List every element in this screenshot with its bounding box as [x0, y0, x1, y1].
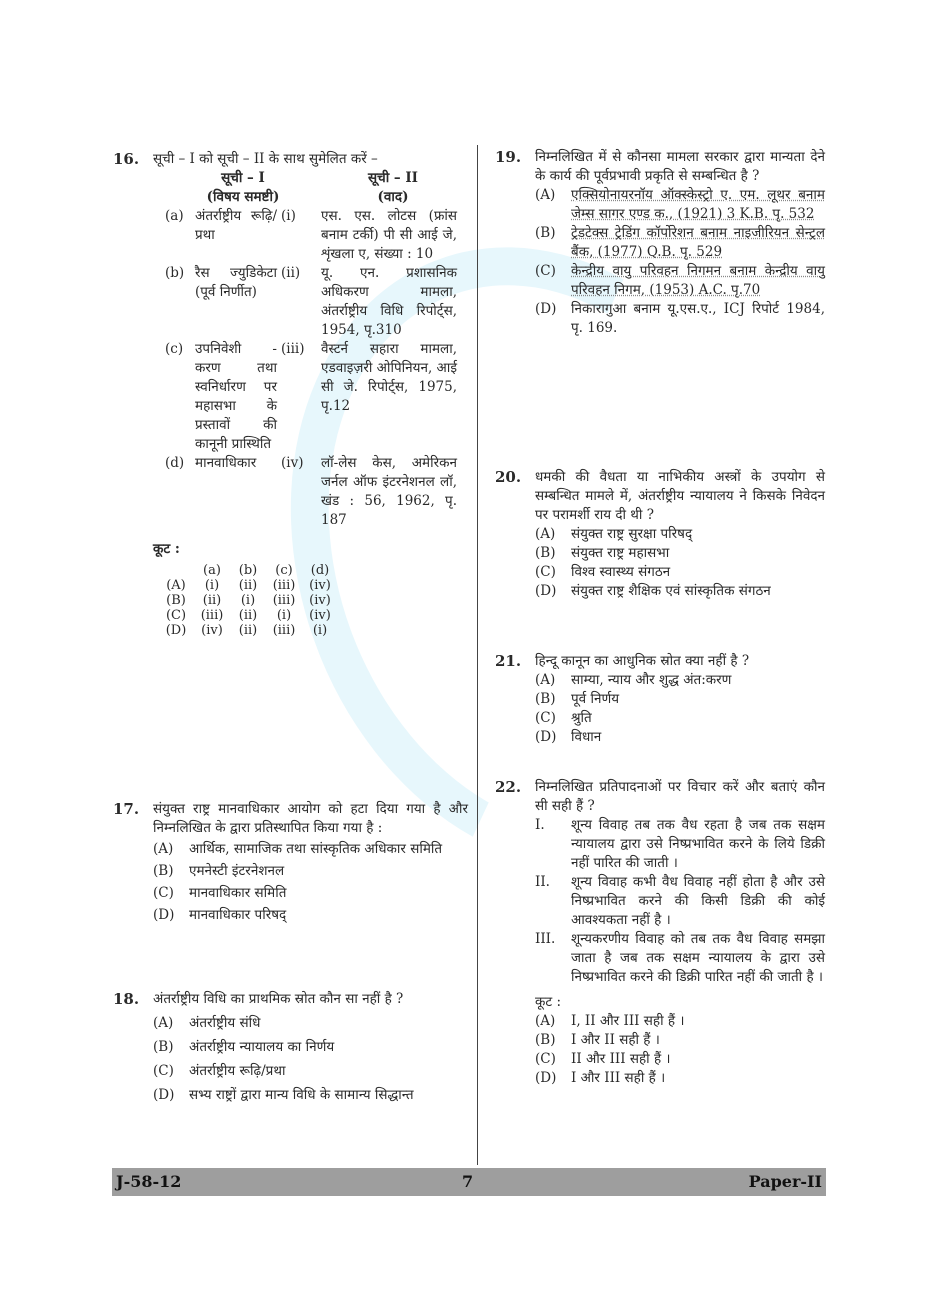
option-text: ट्रेडटेक्स ट्रेडिंग कॉर्पोरेशन बनाम नाइजीरियन सेन्ट्रल बैंक, (1977) Q.B. पृ. 529 [571, 225, 825, 260]
option-label: (D) [535, 583, 557, 599]
option-text: अंतर्राष्ट्रीय रूढ़ि/प्रथा [189, 1063, 286, 1079]
question-number: 21. [495, 652, 522, 670]
option-c[interactable] [535, 709, 825, 728]
option-text: मानवाधिकार समिति [189, 885, 287, 901]
option-a[interactable] [535, 671, 825, 690]
option-label: (A) [153, 841, 174, 857]
option-label: (D) [535, 301, 557, 317]
option-d[interactable] [535, 1069, 825, 1088]
option-text: एक्सियोनायरनॉय ऑक्स्केस्ट्रो ए. एम. लूथर बनाम जेम्स सागर एण्ड क., (1921) 3 K.B. पृ. 532 [571, 187, 825, 222]
option-a[interactable] [535, 186, 825, 224]
option-c[interactable] [535, 563, 825, 582]
question-19 [495, 148, 825, 338]
option-d[interactable] [535, 582, 825, 601]
option-b[interactable] [535, 690, 825, 709]
option-text: I और III सही हैं । [571, 1070, 666, 1086]
list1-item: उपनिवेशी - करण तथा स्वनिर्धारण पर महासभा के प्रस्तावों की कानूनी प्रास्थिति [195, 341, 277, 452]
key-cell: (c) [275, 563, 293, 578]
list2-label: (iv) [281, 455, 304, 471]
option-label: (B) [153, 863, 174, 879]
question-text: हिन्दू कानून का आधुनिक स्रोत क्या नहीं है ? [535, 653, 750, 669]
statement-label: II. [535, 874, 550, 890]
question-number: 22. [495, 778, 522, 796]
option-label: (D) [535, 729, 557, 745]
key-option: (C) [165, 608, 187, 623]
key-cell: (ii) [238, 623, 258, 638]
option-label: (A) [535, 187, 556, 203]
question-number: 20. [495, 468, 522, 486]
question-number: 16. [113, 150, 140, 168]
option-label: (B) [535, 225, 556, 241]
option-label: (A) [153, 1015, 174, 1031]
option-label: (A) [535, 672, 556, 688]
list2-item: एस. एस. लोटस (फ्रांस बनाम टर्की) पी सी आई जे, शृंखला ए, संख्या : 10 [321, 208, 457, 262]
key-label: कूट : [535, 994, 562, 1010]
question-text: धमकी की वैधता या नाभिकीय अस्त्रों के उपयोग से सम्बन्धित मामले में, अंतर्राष्ट्रीय न्यायालय ने किसके निवेदन पर परामर्शी राय दी थी ? [535, 469, 825, 523]
option-b[interactable] [153, 860, 468, 882]
option-c[interactable] [153, 1059, 468, 1083]
key-cell: (b) [238, 563, 258, 578]
question-text: निम्नलिखित में से कौनसा मामला सरकार द्वारा मान्यता देने के कार्य की पूर्वप्रभावी प्रकृति से सम्बन्धित है ? [535, 149, 825, 184]
option-text: अंतर्राष्ट्रीय न्यायालय का निर्णय [189, 1039, 335, 1055]
option-text: श्रुति [571, 710, 592, 726]
key-cell: (iv) [201, 623, 223, 638]
list2-subtitle: (वाद) [377, 189, 409, 205]
question-text: सूची – I को सूची – II के साथ सुमेलित करें – [153, 151, 378, 167]
question-text: अंतर्राष्ट्रीय विधि का प्राथमिक स्रोत कौन सा नहीं है ? [153, 991, 404, 1007]
list1-label: (c) [165, 341, 184, 357]
list2-item: यू. एन. प्रशासनिक अधिकरण मामला, अंतर्राष्ट्रीय विधि रिपोर्ट्स, 1954, पृ.310 [321, 265, 457, 338]
option-label: (C) [535, 564, 556, 580]
option-text: विधान [571, 729, 602, 745]
option-b[interactable] [535, 1031, 825, 1050]
key-cell: (i) [312, 623, 328, 638]
question-21 [495, 652, 825, 747]
option-label: (A) [535, 1013, 556, 1029]
option-text: संयुक्त राष्ट्र सुरक्षा परिषद् [571, 526, 693, 542]
option-d[interactable] [535, 728, 825, 747]
option-text: संयुक्त राष्ट्र शैक्षिक एवं सांस्कृतिक संगठन [571, 583, 771, 599]
option-text: संयुक्त राष्ट्र महासभा [571, 545, 670, 561]
option-label: (B) [535, 691, 556, 707]
statement-text: शून्य विवाह तब तक वैध रहता है जब तक सक्षम न्यायालय द्वारा उसे निष्प्रभावित करने के लिये डिक्री नहीं पारित की जाती । [571, 817, 825, 871]
question-20 [495, 468, 825, 601]
key-cell: (i) [204, 578, 220, 593]
key-row [161, 608, 341, 623]
option-text: अंतर्राष्ट्रीय संधि [189, 1015, 261, 1031]
option-c[interactable] [153, 882, 468, 904]
option-d[interactable] [153, 904, 468, 926]
key-row [161, 623, 341, 638]
option-label: (A) [535, 526, 556, 542]
option-d[interactable] [535, 300, 825, 338]
paper-code: J-58-12 [116, 1172, 182, 1191]
page-number: 7 [462, 1172, 474, 1191]
option-label: (D) [535, 1070, 557, 1086]
key-cell: (i) [276, 608, 292, 623]
question-number: 18. [113, 990, 140, 1008]
option-label: (C) [535, 710, 556, 726]
option-d[interactable] [153, 1083, 468, 1107]
list1-label: (d) [165, 455, 185, 471]
key-cell: (iv) [309, 578, 331, 593]
key-cell: (ii) [238, 578, 258, 593]
statement-1 [535, 816, 825, 873]
option-label: (C) [153, 1063, 174, 1079]
list2-item: लॉ-लेस केस, अमेरिकन जर्नल ऑफ इंटरनेशनल लॉ, खंड : 56, 1962, पृ. 187 [321, 455, 457, 528]
option-label: (B) [535, 1032, 556, 1048]
list1-item: रैस ज्युडिकेटा (पूर्व निर्णीत) [195, 265, 277, 300]
key-cell: (iii) [272, 593, 296, 608]
question-16 [113, 150, 468, 638]
option-a[interactable] [535, 525, 825, 544]
option-label: (D) [153, 907, 175, 923]
option-text: सभ्य राष्ट्रों द्वारा मान्य विधि के सामान्य सिद्धान्त [189, 1087, 414, 1103]
option-label: (C) [535, 1051, 556, 1067]
key-option: (D) [165, 623, 187, 638]
paper-name: Paper-II [748, 1172, 822, 1191]
option-b[interactable] [535, 544, 825, 563]
list1-title: सूची – I [221, 170, 265, 186]
option-label: (C) [535, 263, 556, 279]
option-text: II और III सही हैं । [571, 1051, 671, 1067]
key-cell [161, 563, 197, 578]
key-cell: (iv) [309, 593, 331, 608]
list2-label: (i) [281, 208, 296, 224]
list2-label: (iii) [281, 341, 305, 357]
key-cell: (ii) [238, 608, 258, 623]
statement-2 [535, 873, 825, 930]
option-c[interactable] [535, 262, 825, 300]
column-divider [477, 145, 478, 1165]
question-18 [113, 990, 468, 1107]
option-a[interactable] [153, 838, 468, 860]
option-a[interactable] [535, 1012, 825, 1031]
key-row [161, 593, 341, 608]
key-option: (A) [166, 578, 186, 593]
option-text: निकारागुआ बनाम यू.एस.ए., ICJ रिपोर्ट 1984, पृ. 169. [571, 301, 825, 336]
list1-item: मानवाधिकार [195, 455, 257, 471]
option-text: I और II सही हैं । [571, 1032, 660, 1048]
option-text: विश्व स्वास्थ्य संगठन [571, 564, 671, 580]
option-text: पूर्व निर्णय [571, 691, 620, 707]
option-label: (D) [153, 1087, 175, 1103]
key-cell: (iii) [200, 608, 224, 623]
list-headers [168, 169, 468, 207]
list2-item: वैस्टर्न सहारा मामला, एडवाइज़री ओपिनियन, आई सी जे. रिपोर्ट्स, 1975, पृ.12 [321, 341, 457, 414]
statement-text: शून्य विवाह कभी वैध विवाह नहीं होता है और उसे निष्प्रभावित करने की किसी डिक्री की कोई आवश्यकता नहीं है । [571, 874, 825, 928]
list1-label: (a) [165, 208, 184, 224]
answer-key [161, 563, 468, 638]
question-number: 17. [113, 800, 140, 818]
list2-label: (ii) [281, 265, 301, 281]
statement-label: III. [535, 931, 556, 947]
list1-item: अंतर्राष्ट्रीय रूढ़ि/प्रथा [195, 208, 277, 243]
key-header-row [161, 563, 341, 578]
option-label: (C) [153, 885, 174, 901]
key-cell: (i) [240, 593, 256, 608]
option-c[interactable] [535, 1050, 825, 1069]
match-table [165, 207, 468, 530]
question-text: निम्नलिखित प्रतिपादनाओं पर विचार करें और बताएं कौन सी सही हैं ? [535, 779, 825, 814]
option-text: आर्थिक, सामाजिक तथा सांस्कृतिक अधिकार समिति [189, 841, 443, 857]
option-text: साम्या, न्याय और शुद्ध अंत:करण [571, 672, 732, 688]
question-number: 19. [495, 148, 522, 166]
key-cell: (ii) [202, 593, 222, 608]
list2-title: सूची – II [368, 170, 418, 186]
key-option: (B) [166, 593, 186, 608]
key-cell: (d) [310, 563, 330, 578]
list1-label: (b) [165, 265, 185, 281]
key-cell: (a) [203, 563, 221, 578]
statement-3 [535, 930, 825, 987]
option-label: (B) [153, 1039, 174, 1055]
key-row [161, 578, 341, 593]
question-text: संयुक्त राष्ट्र मानवाधिकार आयोग को हटा दिया गया है और निम्नलिखित के द्वारा प्रतिस्थापित किया गया है : [153, 801, 468, 836]
key-cell: (iii) [272, 578, 296, 593]
option-text: मानवाधिकार परिषद् [189, 907, 287, 923]
question-22 [495, 778, 825, 1088]
option-label: (B) [535, 545, 556, 561]
key-label: कूट : [153, 541, 180, 557]
option-text: केन्द्रीय वायु परिवहन निगमन बनाम केन्द्रीय वायु परिवहन निगम, (1953) A.C. पृ.70 [571, 263, 825, 298]
option-text: एमनेस्टी इंटरनेशनल [189, 863, 285, 879]
option-b[interactable] [535, 224, 825, 262]
list1-subtitle: (विषय समष्टी) [206, 189, 280, 205]
key-cell: (iii) [272, 623, 296, 638]
page-footer [112, 1168, 826, 1196]
statement-text: शून्यकरणीय विवाह को तब तक वैध विवाह समझा जाता है जब तक सक्षम न्यायालय के द्वारा उसे निष्प्रभावित करने की डिक्री पारित नहीं की जाती है । [571, 931, 825, 985]
statement-label: I. [535, 817, 545, 833]
key-cell: (iv) [309, 608, 331, 623]
option-text: I, II और III सही हैं । [571, 1013, 685, 1029]
option-b[interactable] [153, 1035, 468, 1059]
question-17 [113, 800, 468, 926]
option-a[interactable] [153, 1011, 468, 1035]
